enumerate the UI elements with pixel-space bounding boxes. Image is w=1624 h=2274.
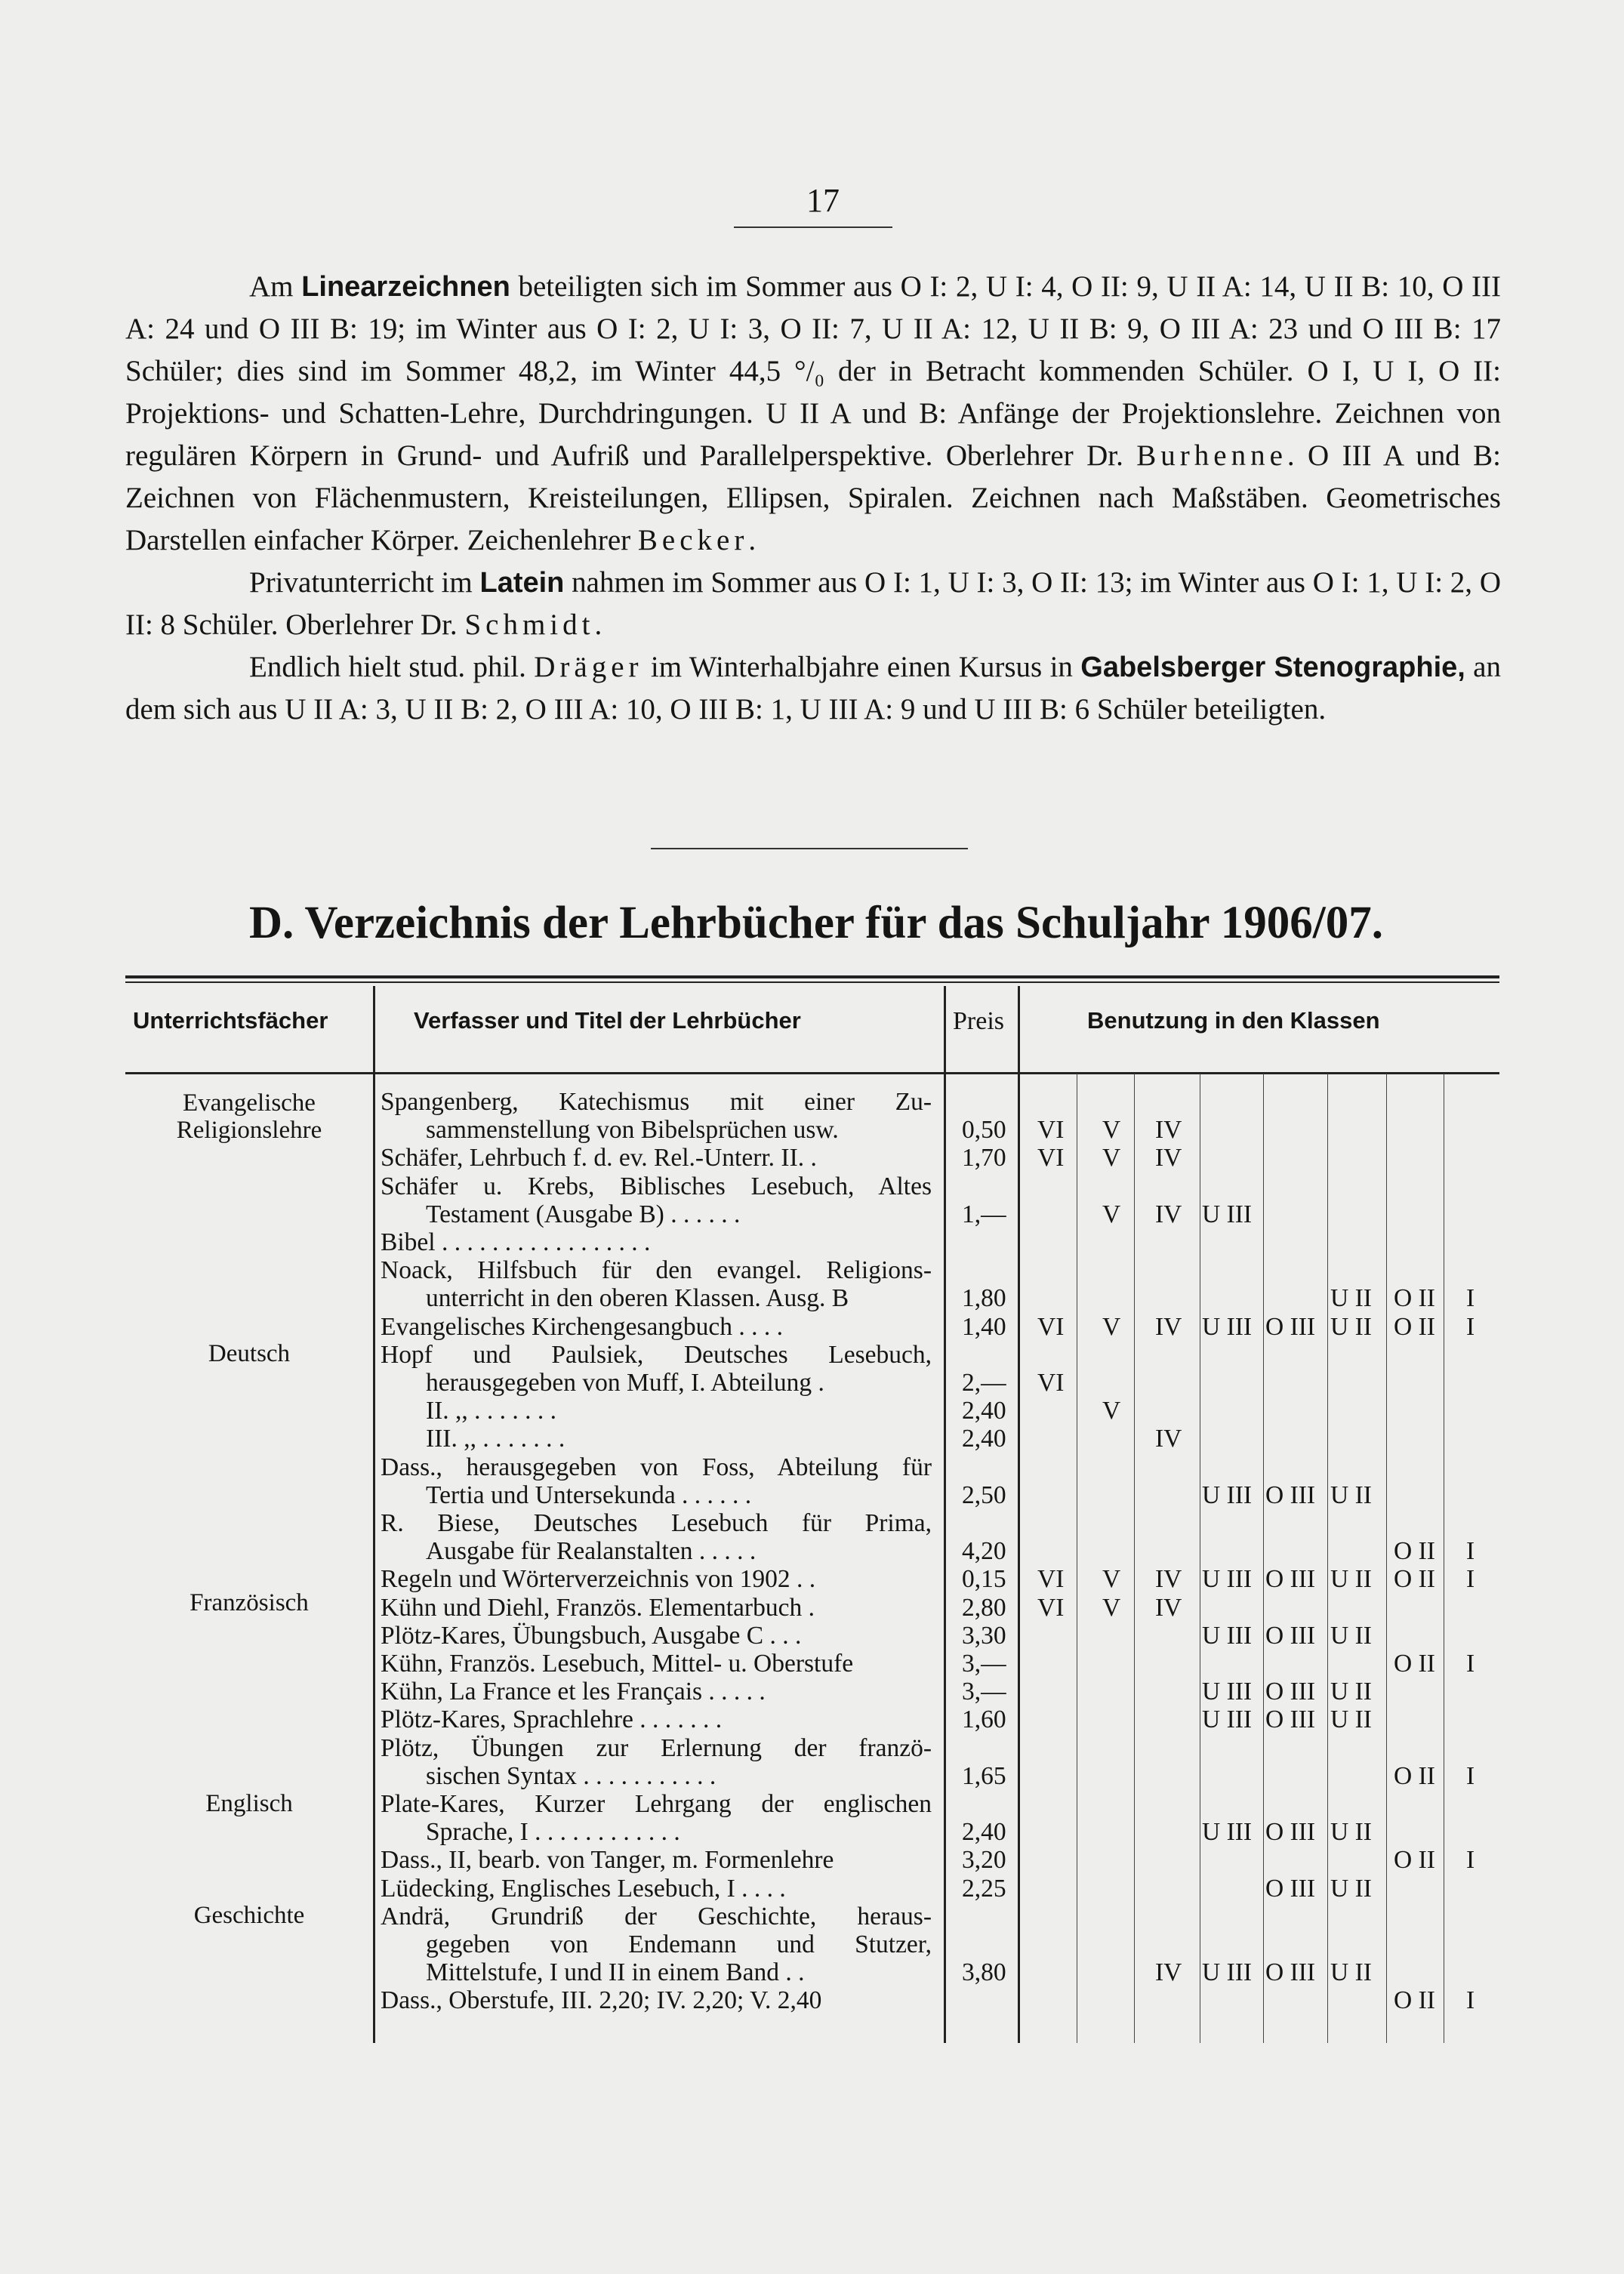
class-usage: U II xyxy=(1330,1706,1372,1734)
table-row xyxy=(381,1622,1498,1650)
book-title: Plötz-Kares, Übungsbuch, Ausgabe C . . . xyxy=(381,1621,802,1650)
class-usage: VI xyxy=(1037,1593,1065,1622)
paragraph-linear-drawing xyxy=(125,266,1501,562)
class-usage: U II xyxy=(1330,1621,1372,1650)
keyword-latein: Latein xyxy=(479,567,565,599)
section-heading: D. Verzeichnis der Lehrbücher für das Schuljahr 1906/07. xyxy=(249,898,1383,948)
book-price: 2,40 xyxy=(962,1397,1006,1425)
book-price: 0,50 xyxy=(962,1116,1006,1145)
class-usage: VI xyxy=(1037,1369,1065,1397)
class-usage: O III xyxy=(1265,1481,1316,1509)
text: nahmen im Sommer aus O I: 1, U I: 3, O II: 13; im Winter aus O I: 1, U I: 2, O II: 8 Schüler. Oberlehrer Dr. xyxy=(125,566,1501,641)
book-price: 2,50 xyxy=(962,1481,1006,1509)
class-usage: I xyxy=(1466,1312,1475,1341)
book-price: 2,— xyxy=(962,1369,1006,1397)
teacher-name: Becker xyxy=(637,524,749,556)
teacher-name: Schmidt xyxy=(464,609,595,641)
class-usage: U II xyxy=(1330,1284,1372,1313)
book-title: herausgegeben von Muff, I. Abteilung . xyxy=(426,1369,824,1397)
class-usage: I xyxy=(1466,1537,1475,1566)
table-row xyxy=(381,1481,1498,1510)
class-usage: U II xyxy=(1330,1565,1372,1594)
table-header-rule xyxy=(125,1072,1499,1074)
class-usage: O III xyxy=(1265,1678,1316,1706)
book-price: 2,80 xyxy=(962,1593,1006,1622)
text: Endlich hielt stud. phil. xyxy=(249,651,535,683)
class-usage: U II xyxy=(1330,1312,1372,1341)
table-row xyxy=(381,1369,1498,1397)
table-row xyxy=(381,1453,1498,1482)
class-usage: U II xyxy=(1330,1958,1372,1987)
keyword-linearzeichnen: Linearzeichnen xyxy=(301,271,510,303)
column-header-title: Verfasser und Titel der Lehrbücher xyxy=(414,1007,801,1034)
teacher-name: Dräger xyxy=(534,651,643,683)
class-usage: I xyxy=(1466,1565,1475,1594)
report-text xyxy=(125,266,1501,731)
table-row xyxy=(381,1088,1498,1117)
class-usage: U III xyxy=(1202,1200,1253,1228)
book-title: Dass., herausgegeben von Foss, Abteilung für xyxy=(381,1453,932,1481)
book-price: 3,20 xyxy=(962,1846,1006,1875)
class-usage: O III xyxy=(1265,1706,1316,1734)
class-usage: O II xyxy=(1394,1537,1435,1566)
column-header-subject: Unterrichtsfächer xyxy=(133,1007,328,1034)
subject-label: Geschichte xyxy=(193,1902,305,1929)
book-title: Schäfer, Lehrbuch f. d. ev. Rel.-Unterr. II. . xyxy=(381,1144,817,1172)
book-title: sammenstellung von Bibelsprüchen usw. xyxy=(426,1116,839,1145)
class-usage: I xyxy=(1466,1284,1475,1313)
book-title: Spangenberg, Katechismus mit einer Zu- xyxy=(381,1088,932,1116)
column-divider xyxy=(373,986,375,2043)
class-usage: IV xyxy=(1155,1958,1182,1987)
table-row xyxy=(381,1256,1498,1285)
book-price: 1,— xyxy=(962,1200,1006,1228)
book-title: Tertia und Untersekunda . . . . . . xyxy=(426,1481,752,1509)
paragraph-stenography xyxy=(125,646,1501,731)
text: an dem sich aus U II A: 3, U II B: 2, O III A: 10, O III B: 1, U III A: 9 und U III B: 6 Schüler beteiligten. xyxy=(125,651,1501,726)
book-price: 1,40 xyxy=(962,1312,1006,1341)
class-usage: O II xyxy=(1394,1284,1435,1313)
class-usage: I xyxy=(1466,1761,1475,1790)
class-usage: U III xyxy=(1202,1621,1253,1650)
class-usage: IV xyxy=(1155,1565,1182,1594)
class-usage: U III xyxy=(1202,1706,1253,1734)
book-price: 3,— xyxy=(962,1678,1006,1706)
class-usage: I xyxy=(1466,1986,1475,2015)
table-row xyxy=(381,1537,1498,1566)
column-header-price: Preis xyxy=(953,1007,1004,1035)
table-row xyxy=(381,1228,1498,1257)
teacher-name: Burhenne xyxy=(1136,439,1287,472)
section-divider xyxy=(651,848,968,849)
keyword-stenographie: Gabelsberger Stenographie, xyxy=(1080,652,1465,683)
text: Privatunterricht im xyxy=(249,566,480,599)
text: Am xyxy=(249,270,302,303)
text: im Winterhalbjahre einen Kursus in xyxy=(643,651,1081,683)
class-usage: VI xyxy=(1037,1116,1065,1145)
page-number-rule xyxy=(734,226,892,228)
book-price: 2,40 xyxy=(962,1425,1006,1453)
table-row xyxy=(381,1341,1498,1370)
table-row xyxy=(381,1846,1498,1875)
table-row xyxy=(381,1509,1498,1538)
table-row xyxy=(381,1875,1498,1903)
table-row xyxy=(381,1144,1498,1172)
book-price: 2,40 xyxy=(962,1818,1006,1847)
column-header-usage: Benutzung in den Klassen xyxy=(1087,1007,1380,1034)
book-title: Kühn, Französ. Lesebuch, Mittel- u. Oberstufe xyxy=(381,1650,854,1678)
class-usage: U II xyxy=(1330,1678,1372,1706)
table-row xyxy=(381,1425,1498,1453)
table-row xyxy=(381,1790,1498,1819)
table-row xyxy=(381,1706,1498,1734)
book-price: 1,70 xyxy=(962,1144,1006,1172)
class-usage: VI xyxy=(1037,1565,1065,1594)
table-row xyxy=(381,1116,1498,1145)
book-title: Schäfer u. Krebs, Biblisches Lesebuch, Altes xyxy=(381,1172,932,1200)
book-title: Plötz, Übungen zur Erlernung der franzö- xyxy=(381,1733,932,1762)
class-usage: U III xyxy=(1202,1818,1253,1847)
class-usage: U III xyxy=(1202,1312,1253,1341)
book-title: Lüdecking, Englisches Lesebuch, I . . . . xyxy=(381,1874,786,1903)
class-usage: V xyxy=(1102,1312,1121,1341)
class-usage: IV xyxy=(1155,1593,1182,1622)
table-top-rule-thin xyxy=(125,981,1499,983)
book-title: Sprache, I . . . . . . . . . . . . xyxy=(426,1818,680,1847)
text: . xyxy=(594,609,602,641)
book-title: III. ,, . . . . . . . xyxy=(426,1425,565,1453)
book-title: Plate-Kares, Kurzer Lehrgang der englischen xyxy=(381,1790,932,1818)
table-row xyxy=(381,1818,1498,1847)
class-usage: O III xyxy=(1265,1958,1316,1987)
subject-label: Englisch xyxy=(205,1790,293,1817)
table-row xyxy=(381,1678,1498,1706)
book-title: Testament (Ausgabe B) . . . . . . xyxy=(426,1200,741,1228)
book-title: R. Biese, Deutsches Lesebuch für Prima, xyxy=(381,1509,932,1537)
class-usage: O II xyxy=(1394,1846,1435,1875)
paragraph-latin xyxy=(125,562,1501,646)
class-usage: V xyxy=(1102,1397,1121,1425)
table-row xyxy=(381,1284,1498,1313)
class-usage: O II xyxy=(1394,1650,1435,1678)
table-row xyxy=(381,1903,1498,1931)
class-usage: IV xyxy=(1155,1200,1182,1228)
class-usage: O III xyxy=(1265,1312,1316,1341)
class-usage: V xyxy=(1102,1116,1121,1145)
book-price: 1,65 xyxy=(962,1761,1006,1790)
class-usage: O II xyxy=(1394,1761,1435,1790)
class-usage: I xyxy=(1466,1846,1475,1875)
book-title: Andrä, Grundriß der Geschichte, heraus- xyxy=(381,1902,932,1930)
text: beteiligten sich im Sommer aus O I: 2, U I: 4, O II: 9, U II A: 14, U II B: 10, O III A: 24 und O III B: 19; im Winter aus O I: 2, U I: 3, O II: 7, U II A: 12, U II B: 9, O III A: 23 und O III B: 17 Schüler; dies sind im Sommer 48,2, im Winter 44,5 °/₀ der in Betracht kommenden Schüler. O I, U I, O II: Projektions- und Schatten-Lehre, Durchdringungen. U II A und B: Anfänge der Projektionslehre. Zeichnen von regulären Körpern in Grund- und Aufriß und Parallelperspektive. Oberlehrer Dr. xyxy=(125,270,1502,472)
class-usage: U II xyxy=(1330,1818,1372,1847)
class-usage: V xyxy=(1102,1144,1121,1172)
text: . O III A und B: Zeichnen von Flächenmustern, Kreisteilungen, Ellipsen, Spiralen. Zeichnen nach Maßstäben. Geometrisches Darstellen einfacher Körper. Zeichenlehrer xyxy=(125,439,1501,556)
table-row xyxy=(381,1958,1498,1987)
book-price: 3,30 xyxy=(962,1621,1006,1650)
class-usage: U III xyxy=(1202,1678,1253,1706)
book-price: 1,80 xyxy=(962,1284,1006,1313)
book-price: 4,20 xyxy=(962,1537,1006,1566)
class-usage: U II xyxy=(1330,1874,1372,1903)
book-title: Bibel . . . . . . . . . . . . . . . . . xyxy=(381,1228,651,1256)
book-title: Mittelstufe, I und II in einem Band . . xyxy=(426,1958,805,1987)
class-usage: IV xyxy=(1155,1144,1182,1172)
class-usage: U III xyxy=(1202,1958,1253,1987)
book-title: Kühn und Diehl, Französ. Elementarbuch . xyxy=(381,1593,815,1622)
class-usage: U II xyxy=(1330,1481,1372,1509)
class-usage: O III xyxy=(1265,1818,1316,1847)
book-price: 0,15 xyxy=(962,1565,1006,1594)
table-top-rule xyxy=(125,975,1499,978)
table-row xyxy=(381,1930,1498,1959)
subject-label: Evangelische xyxy=(183,1089,316,1117)
table-row xyxy=(381,1565,1498,1594)
table-row xyxy=(381,1762,1498,1791)
subject-label: Religionslehre xyxy=(176,1117,322,1144)
table-row xyxy=(381,1200,1498,1229)
class-usage: V xyxy=(1102,1200,1121,1228)
book-title: Ausgabe für Realanstalten . . . . . xyxy=(426,1537,757,1566)
book-title: Kühn, La France et les Français . . . . . xyxy=(381,1678,766,1706)
class-usage: O III xyxy=(1265,1874,1316,1903)
class-usage: U III xyxy=(1202,1565,1253,1594)
class-usage: V xyxy=(1102,1565,1121,1594)
book-title: Evangelisches Kirchengesangbuch . . . . xyxy=(381,1312,784,1341)
book-title: gegeben von Endemann und Stutzer, xyxy=(426,1930,932,1958)
class-usage: IV xyxy=(1155,1425,1182,1453)
class-usage: O III xyxy=(1265,1565,1316,1594)
book-title: Noack, Hilfsbuch für den evangel. Religions- xyxy=(381,1256,932,1285)
book-price: 3,— xyxy=(962,1650,1006,1678)
book-title: Dass., II, bearb. von Tanger, m. Formenlehre xyxy=(381,1846,834,1875)
class-usage: I xyxy=(1466,1650,1475,1678)
subject-label: Französisch xyxy=(190,1589,309,1616)
book-title: sischen Syntax . . . . . . . . . . . xyxy=(426,1761,716,1790)
table-row xyxy=(381,1313,1498,1342)
table-row xyxy=(381,1594,1498,1622)
table-row xyxy=(381,1986,1498,2015)
book-price: 3,80 xyxy=(962,1958,1006,1987)
text: . xyxy=(748,524,757,556)
table-row xyxy=(381,1734,1498,1763)
class-usage: V xyxy=(1102,1593,1121,1622)
book-price: 2,25 xyxy=(962,1874,1006,1903)
table-row xyxy=(381,1172,1498,1201)
table-row xyxy=(381,1650,1498,1678)
class-usage: O III xyxy=(1265,1621,1316,1650)
book-title: Plötz-Kares, Sprachlehre . . . . . . . xyxy=(381,1706,723,1734)
subject-label: Deutsch xyxy=(208,1340,291,1367)
class-usage: O II xyxy=(1394,1565,1435,1594)
book-price: 1,60 xyxy=(962,1706,1006,1734)
class-usage: O II xyxy=(1394,1312,1435,1341)
table-row xyxy=(381,1397,1498,1425)
class-usage: O II xyxy=(1394,1986,1435,2015)
book-title: Regeln und Wörterverzeichnis von 1902 . . xyxy=(381,1565,816,1594)
class-usage: U III xyxy=(1202,1481,1253,1509)
book-title: Dass., Oberstufe, III. 2,20; IV. 2,20; V. 2,40 xyxy=(381,1986,822,2015)
page-number: 17 xyxy=(806,182,840,219)
book-title: unterricht in den oberen Klassen. Ausg. B xyxy=(426,1284,849,1313)
class-usage: IV xyxy=(1155,1116,1182,1145)
class-usage: IV xyxy=(1155,1312,1182,1341)
book-title: Hopf und Paulsiek, Deutsches Lesebuch, xyxy=(381,1340,932,1369)
class-usage: VI xyxy=(1037,1312,1065,1341)
book-title: II. ,, . . . . . . . xyxy=(426,1397,557,1425)
class-usage: VI xyxy=(1037,1144,1065,1172)
